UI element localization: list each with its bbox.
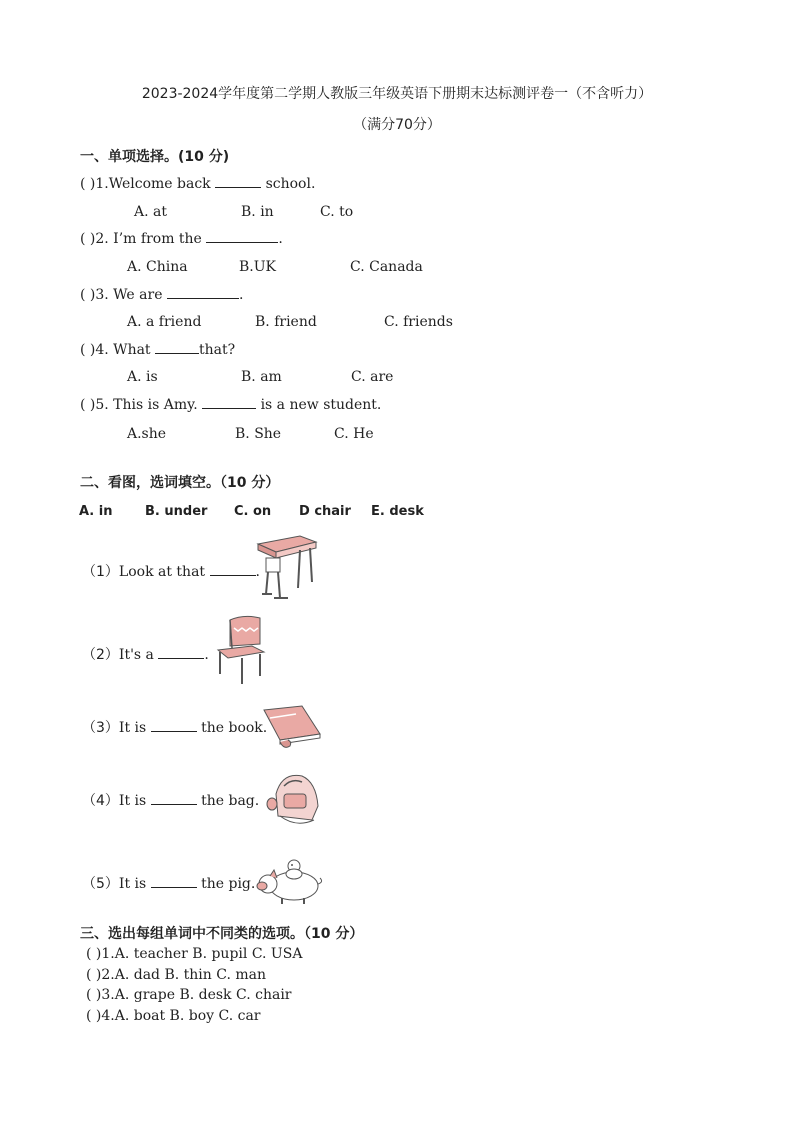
option-a: A. China [127,259,188,275]
option-a: A.she [127,426,167,442]
question-text-end: . [238,287,244,303]
option-c: C. are [351,369,394,385]
page-subtitle: （满分70分） [353,117,441,133]
word-bank-item: A. in [79,504,113,519]
answer-blank[interactable] [151,803,197,805]
question-row [86,946,302,962]
question-text-end: school. [265,176,316,192]
question-text: 3.A. grape B. desk C. chair [101,987,292,1003]
question-text: 2. I’m from the [95,231,202,247]
option-a: A. a friend [127,314,202,330]
item-text-end: . [255,564,260,580]
item-text: It is [118,876,147,892]
option-c: C. He [334,426,374,442]
picture-question [82,561,260,581]
chair-picture [212,614,268,686]
picture-question [82,644,209,664]
item-number: （5） [82,876,119,892]
word-bank-item: D chair [299,504,351,519]
question-text: 3. We are [95,287,163,303]
answer-blank[interactable] [215,186,261,188]
option-c: C. Canada [350,259,423,275]
section-1-heading: 一、单项选择。(10 分) [80,149,230,165]
answer-paren[interactable]: ( ) [80,287,96,303]
question-text-end: . [278,231,283,247]
answer-paren[interactable]: ( ) [80,231,96,247]
answer-blank[interactable] [151,886,197,888]
question-text: 4. What [95,342,151,358]
question-text: 1.A. teacher B. pupil C. USA [101,946,303,962]
bag-picture [262,770,326,828]
question-text: 5. This is Amy. [95,397,198,413]
item-text: It is [118,793,147,809]
section-2-heading: 二、看图，选词填空。（10 分） [80,475,280,491]
question-text: 4.A. boat B. boy C. car [101,1008,261,1024]
item-number: （4） [82,793,119,809]
item-text-end: the book. [201,720,268,736]
question-row [86,987,291,1003]
option-a: A. at [134,204,167,220]
picture-question [82,790,259,810]
item-number: （3） [82,720,119,736]
desk-picture [252,532,322,602]
item-number: （1） [82,564,119,580]
option-a: A. is [127,369,158,385]
answer-paren[interactable]: ( ) [86,1008,102,1024]
answer-paren[interactable]: ( ) [86,946,102,962]
answer-blank[interactable] [155,352,199,354]
answer-blank[interactable] [206,241,278,243]
book-picture [258,704,324,750]
picture-question [82,873,255,893]
word-bank-item: B. under [145,504,208,519]
answer-blank[interactable] [158,657,204,659]
question-row [80,342,235,358]
question-row [80,176,315,192]
question-text: 1.Welcome back [95,176,211,192]
item-text: It's a [118,647,154,663]
item-text: Look at that [118,564,206,580]
answer-blank[interactable] [167,297,239,299]
option-c: C. to [320,204,354,220]
page-title: 2023-2024学年度第二学期人教版三年级英语下册期末达标测评卷一（不含听力） [141,86,653,102]
pig-picture [254,850,324,906]
option-b: B. She [235,426,282,442]
question-row [80,397,381,413]
answer-paren[interactable]: ( ) [86,987,102,1003]
item-text-end: . [204,647,209,663]
question-text-end: that? [199,342,236,358]
question-text: 2.A. dad B. thin C. man [101,967,266,983]
question-row [86,1008,261,1024]
item-text: It is [118,720,147,736]
word-bank-item: E. desk [371,504,424,519]
answer-blank[interactable] [202,407,256,409]
section-3-heading: 三、选出每组单词中不同类的选项。（10 分） [80,926,364,942]
item-number: （2） [82,647,119,663]
answer-paren[interactable]: ( ) [80,342,96,358]
option-b: B. in [241,204,274,220]
answer-paren[interactable]: ( ) [86,967,102,983]
option-b: B. friend [255,314,317,330]
answer-paren[interactable]: ( ) [80,397,96,413]
item-text-end: the bag. [201,793,260,809]
option-b: B. am [241,369,282,385]
option-b: B.UK [239,259,276,275]
picture-question [82,717,267,737]
question-row [80,287,243,303]
question-text-end: is a new student. [260,397,382,413]
item-text-end: the pig. [201,876,256,892]
question-row [86,967,266,983]
answer-paren[interactable]: ( ) [80,176,96,192]
answer-blank[interactable] [210,574,256,576]
question-row [80,231,283,247]
option-c: C. friends [384,314,453,330]
word-bank-item: C. on [234,504,272,519]
answer-blank[interactable] [151,730,197,732]
